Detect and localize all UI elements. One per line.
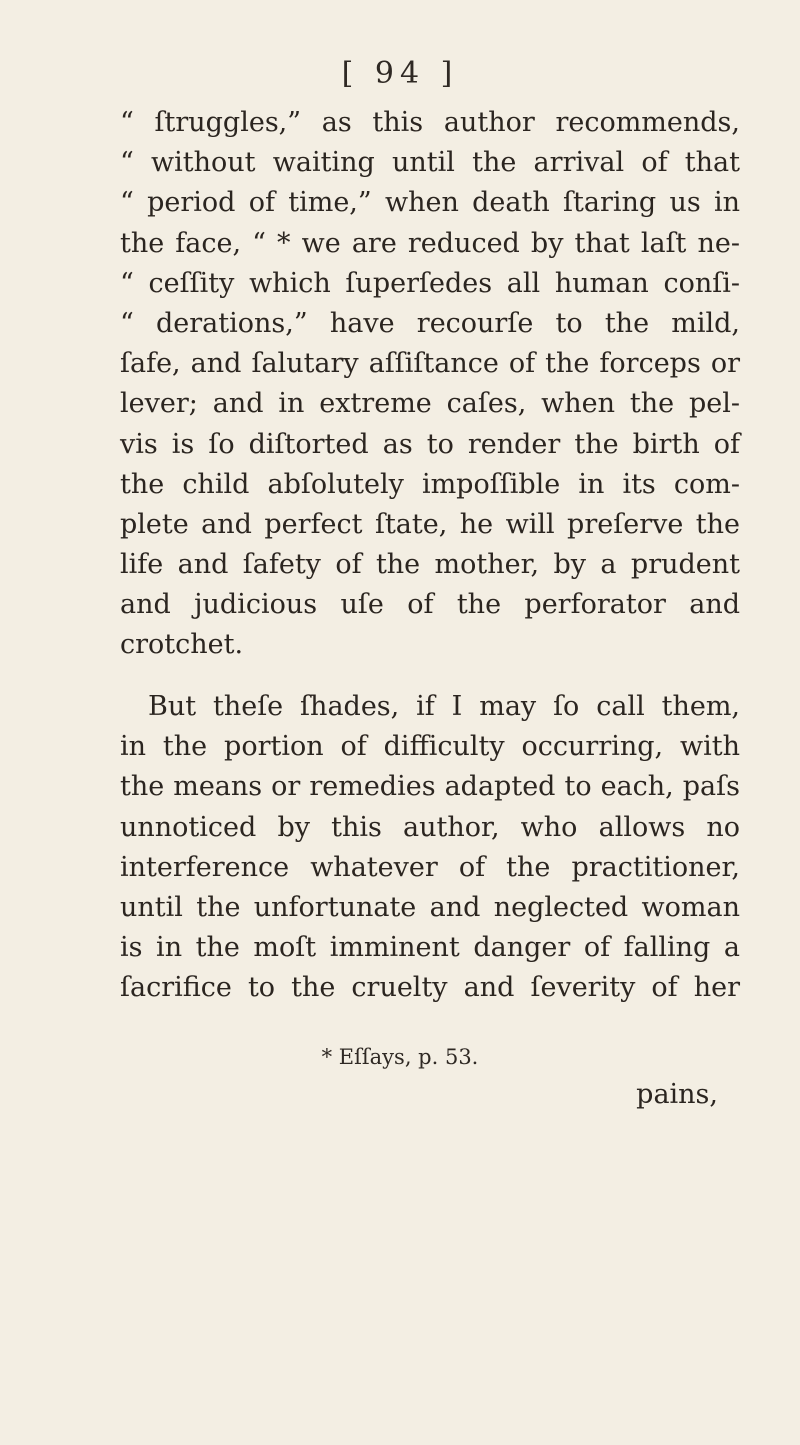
text-line: “ ceſſity which ſuperſedes all human conſi- — [120, 267, 740, 299]
text-line: “ ſtruggles,” as this author recommends, — [120, 107, 740, 138]
text-line: “ period of time,” when death ſtaring us in — [120, 187, 740, 219]
paragraph-1 — [120, 103, 740, 666]
text-line: “ derations,” have recourſe to the mild, — [120, 307, 740, 339]
catchword: pains, — [636, 1079, 718, 1110]
text-line: the means or remedies adapted to each, paſs — [120, 771, 740, 803]
text-line: the child abſolutely impoſſible in its com- — [120, 468, 740, 500]
text-line: and judicious uſe of the perforator and — [120, 589, 740, 621]
text-line: crotchet. — [120, 629, 244, 661]
text-line: life and ſafety of the mother, by a prudent — [120, 549, 740, 581]
text-line: ſafe, and ſalutary aſſiſtance of the forceps or — [120, 348, 740, 380]
text-line: “ without waiting until the arrival of that — [120, 147, 740, 179]
page-number: [ 94 ] — [341, 56, 459, 91]
text-line: until the unfortunate and neglected woman — [120, 891, 740, 923]
text-line: But theſe ſhades, if I may ſo call them, — [148, 691, 740, 722]
text-line: vis is ſo diſtorted as to render the birth of — [120, 428, 740, 460]
footnote: * Eſſays, p. 53. — [321, 1045, 479, 1069]
text-line: lever; and in extreme caſes, when the pel- — [120, 388, 740, 420]
text-line: plete and perfect ſtate, he will preſerve the — [120, 508, 740, 540]
paragraph-2 — [120, 687, 740, 1009]
text-line: ſacrifice to the cruelty and ſeverity of her — [120, 972, 740, 1004]
text-line: in the portion of difficulty occurring, with — [120, 731, 740, 763]
text-line: interference whatever of the practitioner, — [120, 851, 740, 883]
text-line: is in the moſt imminent danger of falling a — [120, 932, 740, 964]
text-line: the face, “ * we are reduced by that laſt ne- — [120, 227, 740, 259]
text-line: unnoticed by this author, who allows no — [120, 811, 740, 843]
